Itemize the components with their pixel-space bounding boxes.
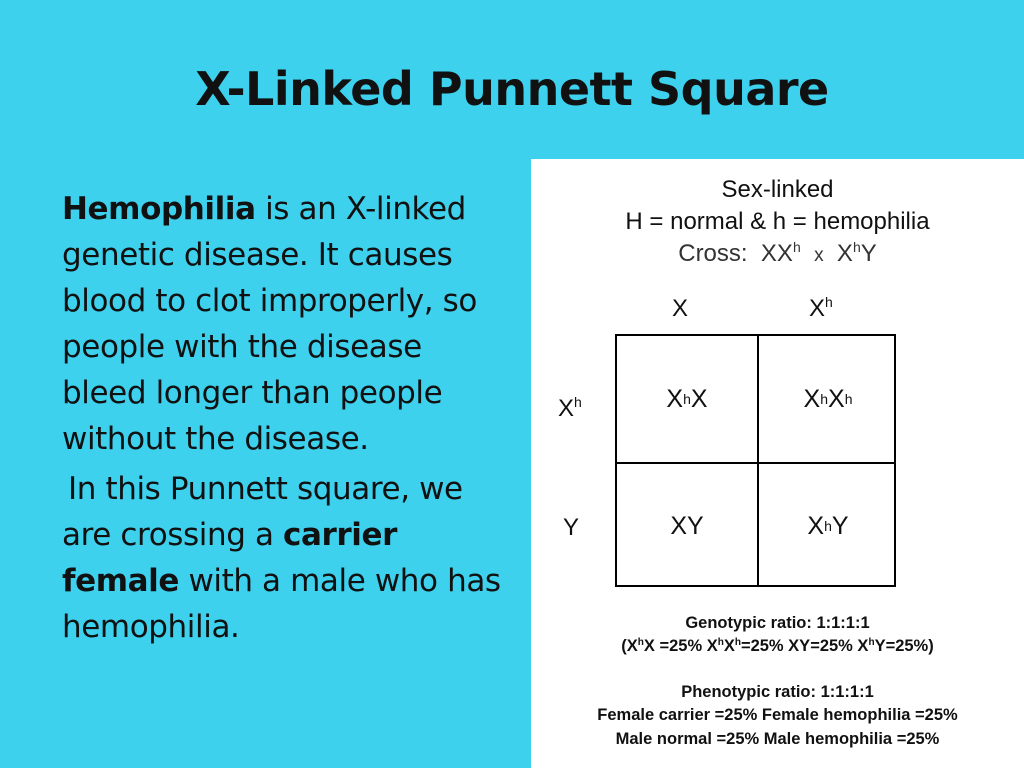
genotypic-ratio-values: ($X^hX =25\%$ $X^hX^h=25\%$ XY=25% $X^hY=25\%$)	[621, 637, 934, 655]
punnett-grid	[615, 334, 896, 587]
cross-mother: $XX^h$	[760, 239, 801, 267]
cross-times: x	[814, 245, 824, 266]
hemophilia-term: Hemophilia	[62, 191, 256, 227]
cell-xhxh: X h X h	[803, 384, 853, 413]
slide-title: X-Linked Punnett Square	[195, 62, 829, 116]
cross-label: Cross:	[678, 240, 748, 267]
cell-xy: XY	[670, 511, 704, 540]
cross-line	[531, 240, 1024, 268]
row-header-y: Y	[563, 514, 580, 541]
cross-paragraph	[62, 466, 512, 650]
column-header-xh: $X^h$	[809, 294, 833, 322]
carrier-female-term: carrier female	[62, 517, 398, 599]
cross-father: $X^hY$	[836, 239, 877, 267]
cell-xhy: X h Y	[807, 511, 849, 540]
hemophilia-paragraph	[62, 186, 512, 462]
punnett-panel	[531, 159, 1024, 768]
row-header-xh: $X^h$	[558, 394, 582, 422]
phenotypic-ratio-line1: Female carrier =25% Female hemophilia =25%	[597, 706, 958, 724]
panel-header-alleles: H = normal & h = hemophilia	[625, 208, 930, 235]
cross-text-start: In this Punnett square, we are crossing a	[62, 471, 463, 553]
genotypic-ratio-title: Genotypic ratio: 1:1:1:1	[685, 614, 870, 632]
hemophilia-description: is an X-linked genetic disease. It causes blood to clot improperly, so people with the disease bleed longer than people without the disease.	[62, 191, 477, 457]
panel-header-sex-linked: Sex-linked	[721, 176, 834, 203]
cross-text-end: with a male who has hemophilia.	[62, 563, 501, 645]
cell-xhx: X h X	[666, 384, 708, 413]
phenotypic-ratio-title: Phenotypic ratio: 1:1:1:1	[681, 683, 874, 701]
column-header-x: X	[672, 295, 689, 322]
phenotypic-ratio-line2: Male normal =25% Male hemophilia =25%	[615, 730, 940, 748]
slide-body-text	[62, 186, 512, 650]
